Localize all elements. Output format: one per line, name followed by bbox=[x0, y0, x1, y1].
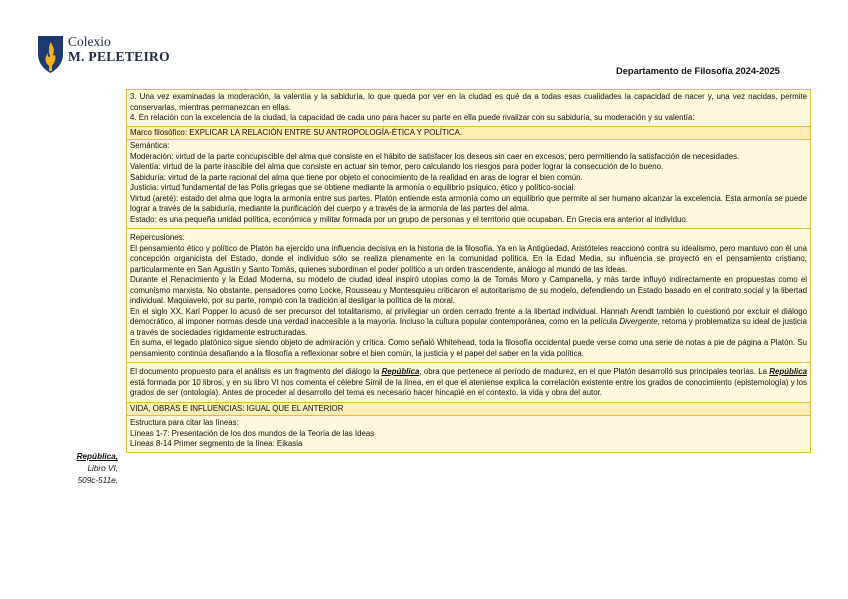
commentary-document bbox=[126, 89, 811, 453]
estructura-block bbox=[127, 415, 810, 452]
margin-reference bbox=[77, 451, 118, 487]
intro-block bbox=[127, 90, 810, 126]
documento-paragraph bbox=[130, 367, 807, 399]
semantica-justicia: Justicia: virtud fundamental de las Polis griegas que se obtiene mediante la armonía o equilibrio psíquico, ético y político-social. bbox=[130, 183, 576, 192]
department-title: Departamento de Filosofía 2024-2025 bbox=[616, 66, 780, 76]
semantica-block bbox=[127, 139, 810, 228]
intro-paragraph-3: 3. Una vez examinadas la moderación, la valentía y la sabiduría, lo que queda por ver en la ciudad es qué da a todas esas cualidades la capacidad de nacer y, una vez nacidas, permite conservarlas, mientras permanezcan en ellas. bbox=[130, 92, 807, 112]
vida-obras-block bbox=[127, 402, 810, 416]
margin-lines: 509c-511e. bbox=[77, 476, 118, 485]
repercusiones-paragraph-3 bbox=[130, 307, 807, 339]
repercusiones-paragraph-4: En suma, el legado platónico sigue siendo objeto de admiración y crítica. Como señaló Whitehead, toda la filosofía occidental puede verse como una serie de notas a pie de página a Platón. Su pensamiento continúa desafiando a la filosofía a reflexionar sobre el bien común, la justicia y el papel del saber en la vida política. bbox=[130, 338, 807, 358]
estructura-line-2: Líneas 8-14 Primer segmento de la línea: Eikasia bbox=[130, 439, 303, 448]
marco-filosofico: Marco filosófico: EXPLICAR LA RELACIÓN ENTRE SU ANTROPOLOGÍA-ÉTICA Y POLÍTICA. bbox=[130, 127, 463, 137]
margin-book: Libro VI, bbox=[87, 464, 118, 473]
school-name bbox=[68, 34, 170, 64]
semantica-sabiduria: Sabiduría: virtud de la parte racional del alma que tiene por objeto el conocimiento de la realidad en aras de lograr el bien común. bbox=[130, 172, 583, 182]
semantica-estado: Estado: es una pequeña unidad política, económica y militar formada por un grupo de personas y el territorio que ocupaban. En Grecia era anterior al individuo. bbox=[130, 214, 688, 224]
semantica-virtud: Virtud (areté): estado del alma que logra la armonía entre sus partes. Platón entiende esta armonía como un equilibrio que permite al ser humano alcanzar la excelencia. Esta armonía se puede lograr a través de la sabiduría, mediante la purificación del cuerpo y a través de la armonía de las partes del alma. bbox=[130, 193, 807, 213]
marco-filosofico-block bbox=[127, 126, 810, 140]
doc-text-1: El documento propuesto para el análisis es un fragmento del diálogo la bbox=[130, 367, 382, 376]
torch-shield-icon bbox=[37, 34, 64, 74]
semantica-moderacion: Moderación: virtud de la parte concupiscible del alma que consiste en el hábito de satisfacer los deseos sin caer en excesos, pero permitiendo la satisfacción de necesidades. bbox=[130, 151, 740, 161]
repercusiones-heading: Repercusiones: bbox=[130, 233, 185, 242]
school-logo bbox=[37, 34, 170, 74]
margin-work-title: República, bbox=[76, 452, 118, 461]
repercusiones-block bbox=[127, 228, 810, 362]
estructura-heading: Estructura para citar las líneas: bbox=[130, 418, 239, 427]
vida-obras: VIDA, OBRAS E INFLUENCIAS: IGUAL QUE EL ANTERIOR bbox=[130, 403, 344, 413]
doc-text-2: , obra que pertenece al período de madurez, en el que Platón desarrolló sus principales teorías. La bbox=[419, 367, 770, 376]
repercusiones-paragraph-1: El pensamiento ético y político de Platón ha ejercido una influencia decisiva en la historia de la filosofía. Ya en la Antigüedad, Aristóteles reaccionó contra su idealismo, pero mantuvo con él una concepción organicista del Estado, donde el individuo sólo se realiza plenamente en la comunidad política. En la Edad Media, su influencia se proyectó en el pensamiento cristiano, particularmente en San Agustín y Santo Tomás, quienes subordinan el poder político a un orden trascendente, análogo al mundo de las Ideas. bbox=[130, 243, 807, 274]
intro-paragraph-4: 4. En relación con la excelencia de la ciudad, la capacidad de cada uno para hacer su parte en ella puede rivalizar con su sabiduría, su moderación y su valentía: bbox=[130, 113, 695, 122]
work-title-2: República bbox=[769, 367, 807, 376]
p3-text-before: En el siglo XX, Karl Popper lo acusó de ser precursor del totalitarismo, al privilegiar un orden cerrado frente a la libertad individual. Hannah Arendt también lo cuestionó por excluir el diálogo democrático, al imponer normas desde una verdad inaccesible a la mayoría. Incluso la cultura popular contemporánea, como en la película bbox=[130, 306, 807, 326]
school-name-line2: M. PELETEIRO bbox=[68, 49, 170, 64]
estructura-line-1: Líneas 1-7: Presentación de los dos mundos de la Teoría de las Ideas bbox=[130, 428, 375, 438]
school-name-line1: Colexio bbox=[68, 34, 111, 49]
work-title-1: República bbox=[381, 367, 420, 376]
semantica-valentia: Valentía: virtud de la parte irascible del alma que consiste en actuar sin temor, pero calculando los riesgos para poder lograr la consecución de lo bueno. bbox=[130, 162, 664, 171]
semantica-heading: Semántica: bbox=[130, 141, 170, 150]
p3-text-after: , retoma y problematiza su ideal de justicia a través de sociedades rígidamente estructuradas. bbox=[130, 317, 807, 337]
repercusiones-paragraph-2: Durante el Renacimiento y la Edad Moderna, su modelo de ciudad ideal inspiró utopías como la de Tomás Moro y Campanella, y más tarde influyó indirectamente en propuestas como el comunismo marxista. No obstante, pensadores como Locke, Rousseau y Montesquieu criticaron el autoritarismo de su modelo, defendiendo un Estado basado en el contrato social y la libertad individual. Maquiavelo, por su parte, rompió con la tradición al desligar la política de la moral. bbox=[130, 275, 807, 305]
doc-text-3: está formada por 10 libros, y en su libro VI nos comenta el célebre Símil de la línea, en el que el ateniense explica la correlación existente entre los grados de conocimiento (epistemología) y los grados de ser (ontología). Antes de proceder al desarrollo del tema es necesario hacer hincapié en el contexto, la vida y obra del autor. bbox=[130, 377, 807, 397]
documento-block bbox=[127, 362, 810, 402]
film-title: Divergente bbox=[619, 317, 658, 326]
